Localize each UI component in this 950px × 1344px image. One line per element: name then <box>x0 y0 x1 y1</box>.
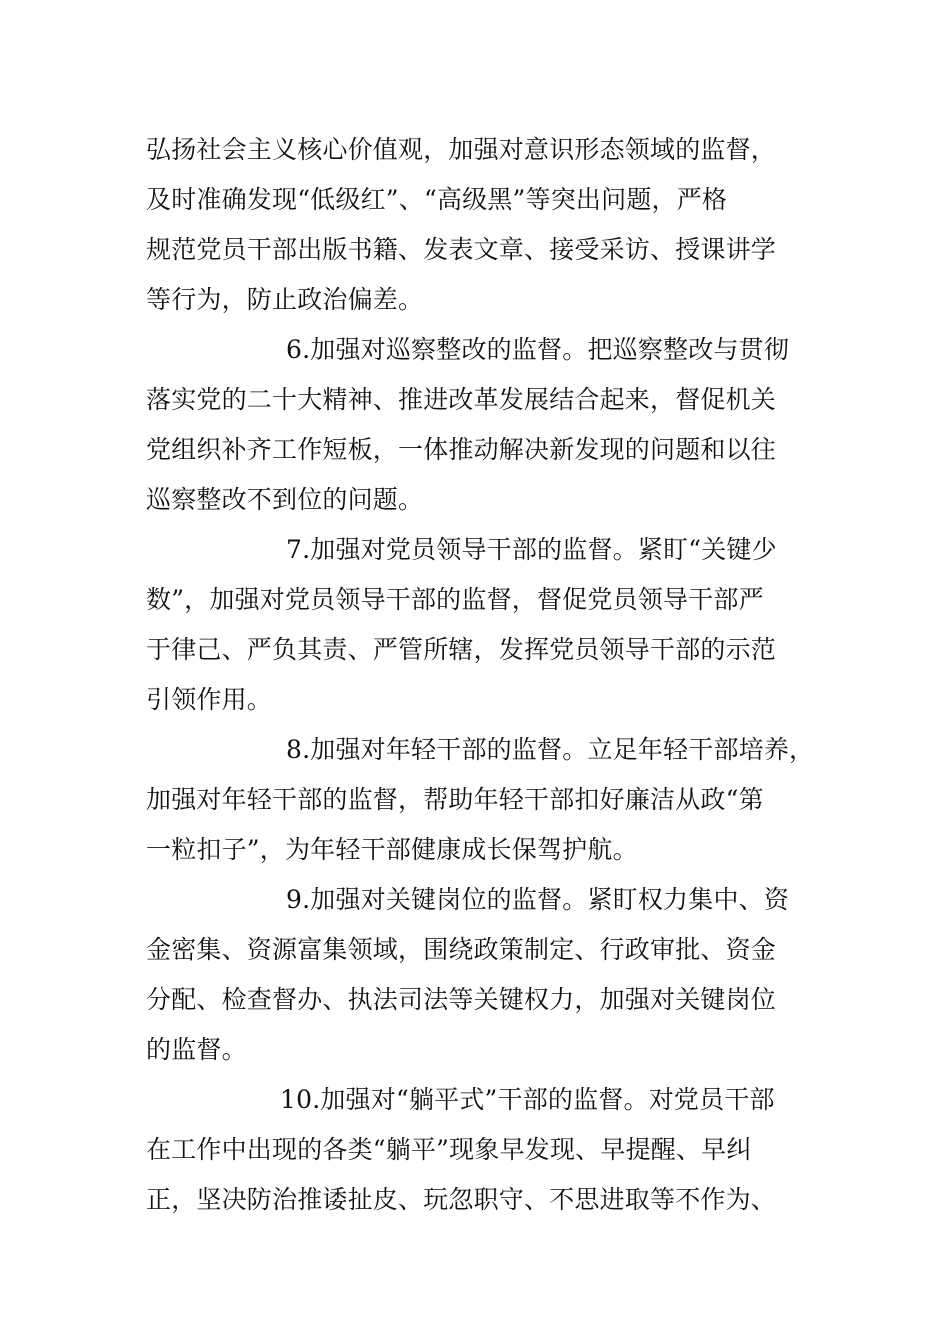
text-line: 落实党的二十大精神、推进改革发展结合起来，督促机关 <box>146 385 777 414</box>
text-line: 等行为，防止政治偏差。 <box>146 285 424 314</box>
text-line: 加强对年轻干部的监督，帮助年轻干部扣好廉洁从政“第 <box>146 785 764 814</box>
item-8-heading: 8.加强对年轻干部的监督。立足年轻干部培养， <box>286 735 815 764</box>
text-line: 巡察整改不到位的问题。 <box>146 485 424 514</box>
text-line: 党组织补齐工作短板，一体推动解决新发现的问题和以往 <box>146 435 777 464</box>
text-line: 一粒扣子”，为年轻干部健康成长保驾护航。 <box>146 835 638 864</box>
text-line: 于律己、严负其责、严管所辖，发挥党员领导干部的示范 <box>146 635 777 664</box>
text-line: 引领作用。 <box>146 685 273 714</box>
item-7-heading: 7.加强对党员领导干部的监督。紧盯“关键少 <box>286 535 777 564</box>
text-line: 及时准确发现“低级红”、“高级黑”等突出问题，严格 <box>146 185 728 214</box>
item-9-heading: 9.加强对关键岗位的监督。紧盯权力集中、资 <box>286 885 790 914</box>
text-line: 弘扬社会主义核心价值观，加强对意识形态领域的监督， <box>146 135 777 164</box>
text-line: 正，坚决防治推诿扯皮、玩忽职守、不思进取等不作为、 <box>146 1185 777 1214</box>
text-line: 在工作中出现的各类“躺平”现象早发现、早提醒、早纠 <box>146 1135 752 1164</box>
text-line: 的监督。 <box>146 1035 247 1064</box>
text-line: 分配、检查督办、执法司法等关键权力，加强对关键岗位 <box>146 985 777 1014</box>
item-6-heading: 6.加强对巡察整改的监督。把巡察整改与贯彻 <box>286 335 790 364</box>
text-line: 金密集、资源富集领域，围绕政策制定、行政审批、资金 <box>146 935 777 964</box>
text-line: 规范党员干部出版书籍、发表文章、接受采访、授课讲学 <box>146 235 777 264</box>
item-10-heading: 10.加强对“躺平式”干部的监督。对党员干部 <box>280 1085 775 1114</box>
text-line: 数”，加强对党员领导干部的监督，督促党员领导干部严 <box>146 585 764 614</box>
